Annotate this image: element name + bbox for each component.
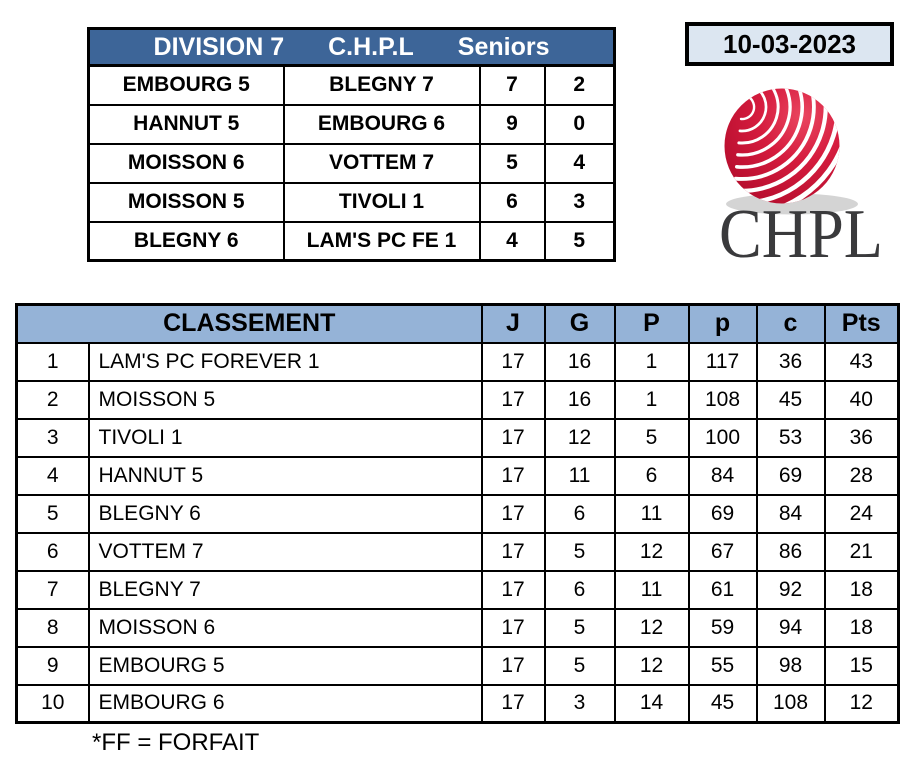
- team-cell: BLEGNY 6: [89, 495, 482, 533]
- pts-cell: 40: [825, 381, 899, 419]
- pf-cell: 84: [689, 457, 757, 495]
- j-cell: 17: [482, 343, 545, 381]
- logo-wordmark: CHPL: [719, 196, 883, 263]
- standings-header-row: [17, 305, 899, 343]
- result-home-score: 6: [480, 183, 545, 222]
- rank-cell: 1: [17, 343, 89, 381]
- rank-cell: 6: [17, 533, 89, 571]
- result-away-score: 2: [545, 66, 615, 105]
- pts-cell: 18: [825, 571, 899, 609]
- result-home-team: HANNUT 5: [89, 105, 284, 144]
- g-cell: 16: [545, 343, 615, 381]
- standings-row: [17, 457, 899, 495]
- result-home-team: BLEGNY 6: [89, 222, 284, 261]
- results-table: [87, 27, 616, 262]
- result-home-score: 9: [480, 105, 545, 144]
- result-row: [89, 183, 615, 222]
- standings-row: [17, 685, 899, 723]
- result-away-score: 5: [545, 222, 615, 261]
- column-header-g: G: [545, 305, 615, 343]
- results-title-division: DIVISION 7: [153, 32, 285, 61]
- standings-row: [17, 609, 899, 647]
- j-cell: 17: [482, 419, 545, 457]
- g-cell: 6: [545, 495, 615, 533]
- standings-row: [17, 533, 899, 571]
- standings-row: [17, 419, 899, 457]
- team-cell: VOTTEM 7: [89, 533, 482, 571]
- standings-row: [17, 571, 899, 609]
- results-title: [90, 33, 613, 62]
- pf-cell: 67: [689, 533, 757, 571]
- j-cell: 17: [482, 533, 545, 571]
- results-title-category: Seniors: [457, 32, 550, 61]
- pf-cell: 45: [689, 685, 757, 723]
- pts-cell: 21: [825, 533, 899, 571]
- column-header-j: J: [482, 305, 545, 343]
- pf-cell: 100: [689, 419, 757, 457]
- rank-cell: 10: [17, 685, 89, 723]
- result-home-score: 5: [480, 144, 545, 183]
- pc-cell: 84: [757, 495, 825, 533]
- pts-cell: 36: [825, 419, 899, 457]
- pf-cell: 61: [689, 571, 757, 609]
- rank-cell: 2: [17, 381, 89, 419]
- forfait-footnote: *FF = FORFAIT: [92, 729, 260, 756]
- g-cell: 12: [545, 419, 615, 457]
- p-cell: 11: [615, 571, 689, 609]
- p-cell: 12: [615, 647, 689, 685]
- result-away-team: BLEGNY 7: [284, 66, 480, 105]
- result-away-team: VOTTEM 7: [284, 144, 480, 183]
- rank-cell: 7: [17, 571, 89, 609]
- pts-cell: 18: [825, 609, 899, 647]
- standings-row: [17, 495, 899, 533]
- results-title-league: C.H.P.L: [328, 32, 414, 61]
- team-cell: MOISSON 6: [89, 609, 482, 647]
- p-cell: 6: [615, 457, 689, 495]
- column-header-p: P: [615, 305, 689, 343]
- rank-cell: 4: [17, 457, 89, 495]
- pc-cell: 98: [757, 647, 825, 685]
- team-cell: BLEGNY 7: [89, 571, 482, 609]
- team-cell: HANNUT 5: [89, 457, 482, 495]
- pf-cell: 55: [689, 647, 757, 685]
- result-row: [89, 144, 615, 183]
- result-row: [89, 105, 615, 144]
- result-home-team: MOISSON 6: [89, 144, 284, 183]
- date-label: 10-03-2023: [723, 28, 856, 59]
- pc-cell: 94: [757, 609, 825, 647]
- g-cell: 16: [545, 381, 615, 419]
- result-home-score: 7: [480, 66, 545, 105]
- column-header-pf: p: [689, 305, 757, 343]
- pf-cell: 108: [689, 381, 757, 419]
- g-cell: 6: [545, 571, 615, 609]
- pts-cell: 28: [825, 457, 899, 495]
- g-cell: 3: [545, 685, 615, 723]
- column-header-pc: c: [757, 305, 825, 343]
- standings-row: [17, 343, 899, 381]
- column-header-pts: Pts: [825, 305, 899, 343]
- g-cell: 5: [545, 647, 615, 685]
- date-box: [685, 22, 894, 66]
- pts-cell: 12: [825, 685, 899, 723]
- result-home-team: MOISSON 5: [89, 183, 284, 222]
- p-cell: 5: [615, 419, 689, 457]
- rank-cell: 8: [17, 609, 89, 647]
- standings-row: [17, 647, 899, 685]
- g-cell: 11: [545, 457, 615, 495]
- rank-cell: 3: [17, 419, 89, 457]
- team-cell: LAM'S PC FOREVER 1: [89, 343, 482, 381]
- result-away-team: LAM'S PC FE 1: [284, 222, 480, 261]
- pf-cell: 69: [689, 495, 757, 533]
- result-row: [89, 66, 615, 105]
- logo-sphere: [725, 89, 840, 204]
- result-away-score: 0: [545, 105, 615, 144]
- standings-table: [15, 303, 900, 724]
- pts-cell: 43: [825, 343, 899, 381]
- pts-cell: 15: [825, 647, 899, 685]
- p-cell: 1: [615, 381, 689, 419]
- p-cell: 14: [615, 685, 689, 723]
- pc-cell: 69: [757, 457, 825, 495]
- result-row: [89, 222, 615, 261]
- j-cell: 17: [482, 381, 545, 419]
- standings-row: [17, 381, 899, 419]
- result-away-score: 3: [545, 183, 615, 222]
- pts-cell: 24: [825, 495, 899, 533]
- rank-cell: 9: [17, 647, 89, 685]
- result-away-team: TIVOLI 1: [284, 183, 480, 222]
- pc-cell: 86: [757, 533, 825, 571]
- j-cell: 17: [482, 647, 545, 685]
- pc-cell: 45: [757, 381, 825, 419]
- chpl-ball-icon: [712, 87, 888, 263]
- team-cell: EMBOURG 6: [89, 685, 482, 723]
- g-cell: 5: [545, 533, 615, 571]
- result-away-team: EMBOURG 6: [284, 105, 480, 144]
- rank-cell: 5: [17, 495, 89, 533]
- j-cell: 17: [482, 571, 545, 609]
- results-header: [89, 29, 615, 66]
- pc-cell: 53: [757, 419, 825, 457]
- team-cell: TIVOLI 1: [89, 419, 482, 457]
- j-cell: 17: [482, 685, 545, 723]
- result-home-score: 4: [480, 222, 545, 261]
- j-cell: 17: [482, 495, 545, 533]
- team-cell: EMBOURG 5: [89, 647, 482, 685]
- chpl-logo: [712, 87, 888, 263]
- result-home-team: EMBOURG 5: [89, 66, 284, 105]
- pf-cell: 117: [689, 343, 757, 381]
- j-cell: 17: [482, 457, 545, 495]
- pc-cell: 36: [757, 343, 825, 381]
- p-cell: 12: [615, 533, 689, 571]
- standings-title: CLASSEMENT: [17, 305, 482, 343]
- team-cell: MOISSON 5: [89, 381, 482, 419]
- pc-cell: 108: [757, 685, 825, 723]
- result-away-score: 4: [545, 144, 615, 183]
- pc-cell: 92: [757, 571, 825, 609]
- p-cell: 12: [615, 609, 689, 647]
- j-cell: 17: [482, 609, 545, 647]
- p-cell: 1: [615, 343, 689, 381]
- g-cell: 5: [545, 609, 615, 647]
- p-cell: 11: [615, 495, 689, 533]
- pf-cell: 59: [689, 609, 757, 647]
